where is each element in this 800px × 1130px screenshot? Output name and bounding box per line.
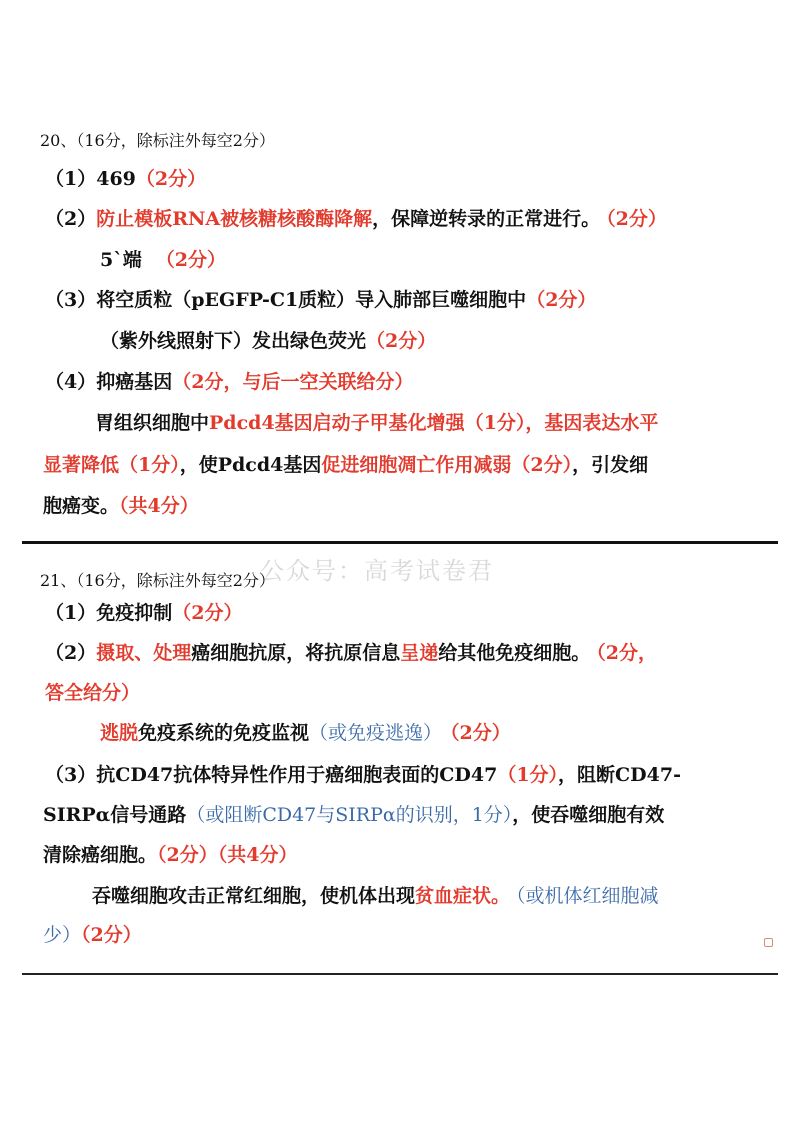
alt-answer: （或免疫逃逸） bbox=[309, 722, 443, 744]
key-phrase: 贫血症状。 bbox=[415, 885, 511, 907]
key-phrase: 促进细胞凋亡作用减弱（2分） bbox=[321, 454, 573, 476]
key-phrase: 摄取、处理 bbox=[96, 642, 192, 664]
q21-answer-3-para3: 清除癌细胞。（2分）（共4分） bbox=[43, 844, 298, 866]
score-note: （2分）（共4分） bbox=[157, 844, 298, 866]
stamp-mark bbox=[764, 938, 773, 947]
q21-answer-3: （3）抗CD47抗体特异性作用于癌细胞表面的CD47（1分），阻断CD47- bbox=[45, 764, 681, 786]
score-note: （共4分） bbox=[119, 495, 199, 517]
key-phrase: 防止模板RNA被核糖核酸酶降解 bbox=[96, 208, 373, 230]
q20-answer-3: （3）将空质粒（pEGFP-C1质粒）导入肺部巨噬细胞中（2分） bbox=[45, 289, 597, 311]
key-phrase: Pdcd4基因启动子甲基化增强（1分），基因表达水平 bbox=[209, 412, 659, 434]
q20-answer-4: （4）抑癌基因（2分，与后一空关联给分） bbox=[45, 371, 414, 393]
q21-answer-3-para2: SIRPα信号通路（或阻断CD47与SIRPα的识别，1分），使吞噬细胞有效 bbox=[43, 804, 665, 826]
q20-header: 20、（16分，除标注外每空2分） bbox=[40, 131, 275, 150]
q20-answer-4-para1: 胃组织细胞中Pdcd4基因启动子甲基化增强（1分），基因表达水平 bbox=[95, 412, 659, 434]
alt-answer: （或机体红细胞减 bbox=[516, 885, 659, 907]
score-note: （2分， bbox=[596, 642, 658, 664]
q21-answer-4-para2 bbox=[43, 922, 142, 948]
key-phrase: 呈递 bbox=[400, 642, 439, 664]
key-phrase: 逃脱 bbox=[100, 722, 139, 744]
score-note: （2分） bbox=[81, 924, 142, 946]
answer-text: （1）469 bbox=[45, 168, 136, 190]
q20-answer-4-para3: 胞癌变。（共4分） bbox=[43, 495, 199, 517]
q20-answer-2b: 5`端 （2分） bbox=[100, 249, 226, 271]
score-note: （2分） bbox=[450, 722, 511, 744]
score-note: （2分） bbox=[155, 249, 226, 271]
section-divider bbox=[22, 541, 778, 544]
q20-answer-2: （2）防止模板RNA被核糖核酸酶降解，保障逆转录的正常进行。 （2分） bbox=[45, 208, 667, 230]
section-divider-bottom bbox=[22, 973, 778, 975]
alt-answer: （或阻断CD47与SIRPα的识别，1分） bbox=[186, 804, 513, 826]
score-note: 答全给分） bbox=[45, 682, 141, 704]
q20-answer-1 bbox=[45, 166, 206, 192]
q21-answer-2: （2）摄取、处理癌细胞抗原，将抗原信息呈递给其他免疫细胞。 （2分， bbox=[45, 642, 658, 664]
score-note: （1分） bbox=[497, 764, 559, 786]
score-note: （2分） bbox=[606, 208, 667, 230]
score-note: （2分） bbox=[366, 330, 437, 352]
score-note: （2分） bbox=[172, 602, 243, 624]
watermark: 公众号：高考试卷君 bbox=[260, 557, 494, 585]
score-note: （2分，与后一空关联给分） bbox=[172, 371, 414, 393]
q21-answer-1: （1）免疫抑制（2分） bbox=[45, 602, 243, 624]
alt-answer: 少） bbox=[43, 924, 82, 946]
q21-answer-2b: 逃脱免疫系统的免疫监视（或免疫逃逸） （2分） bbox=[100, 722, 511, 744]
q20-answer-3b: （紫外线照射下）发出绿色荧光（2分） bbox=[100, 330, 437, 352]
q20-answer-4-para2: 显著降低（1分），使Pdcd4基因促进细胞凋亡作用减弱（2分），引发细 bbox=[43, 454, 649, 476]
q21-answer-4-para1: 吞噬细胞攻击正常红细胞，使机体出现贫血症状。 （或机体红细胞减 bbox=[92, 885, 659, 907]
score-note: （2分） bbox=[526, 289, 597, 311]
q21-answer-2-cont bbox=[45, 680, 140, 706]
q21-header: 21、（16分，除标注外每空2分） bbox=[40, 571, 275, 590]
score-note: （2分） bbox=[135, 168, 207, 190]
